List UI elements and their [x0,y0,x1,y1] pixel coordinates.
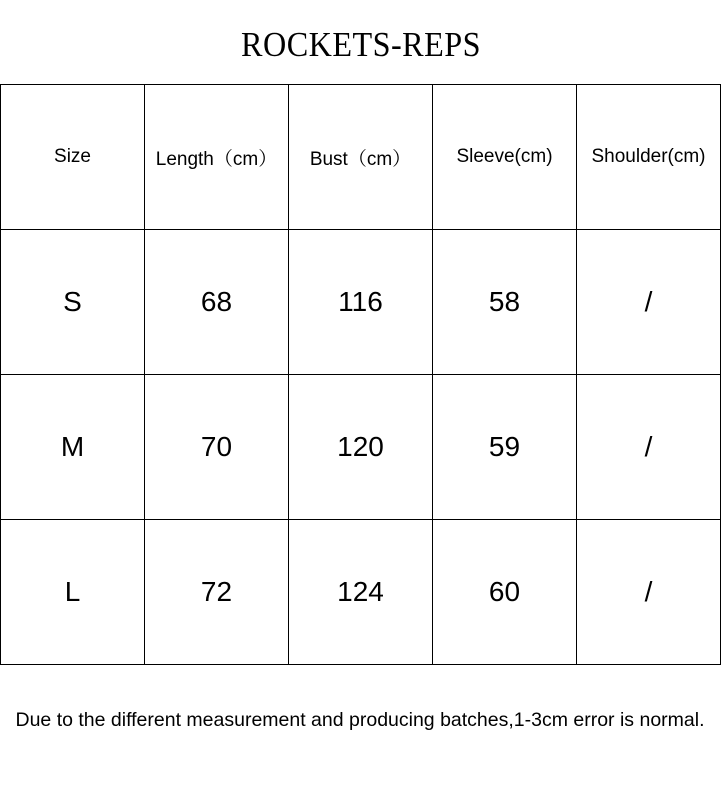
cell-size: L [1,520,145,665]
header-shoulder: Shoulder(cm) [577,85,721,230]
table-row [1,520,721,665]
cell-shoulder: / [577,375,721,520]
size-chart-table [0,84,721,665]
header-bust: Bust（cm） [289,85,433,230]
header-length: Length（cm） [145,85,289,230]
cell-size: S [1,230,145,375]
cell-size: M [1,375,145,520]
table-row [1,230,721,375]
cell-bust: 116 [289,230,433,375]
header-sleeve: Sleeve(cm) [433,85,577,230]
table-row [1,375,721,520]
cell-sleeve: 59 [433,375,577,520]
header-size: Size [1,85,145,230]
cell-shoulder: / [577,230,721,375]
cell-shoulder: / [577,520,721,665]
cell-bust: 124 [289,520,433,665]
cell-length: 70 [145,375,289,520]
measurement-note: Due to the different measurement and producing batches,1-3cm error is normal. [15,709,705,731]
table-header-row [1,85,721,230]
cell-sleeve: 60 [433,520,577,665]
cell-length: 68 [145,230,289,375]
cell-sleeve: 58 [433,230,577,375]
page-title: ROCKETS-REPS [241,25,481,64]
cell-length: 72 [145,520,289,665]
cell-bust: 120 [289,375,433,520]
